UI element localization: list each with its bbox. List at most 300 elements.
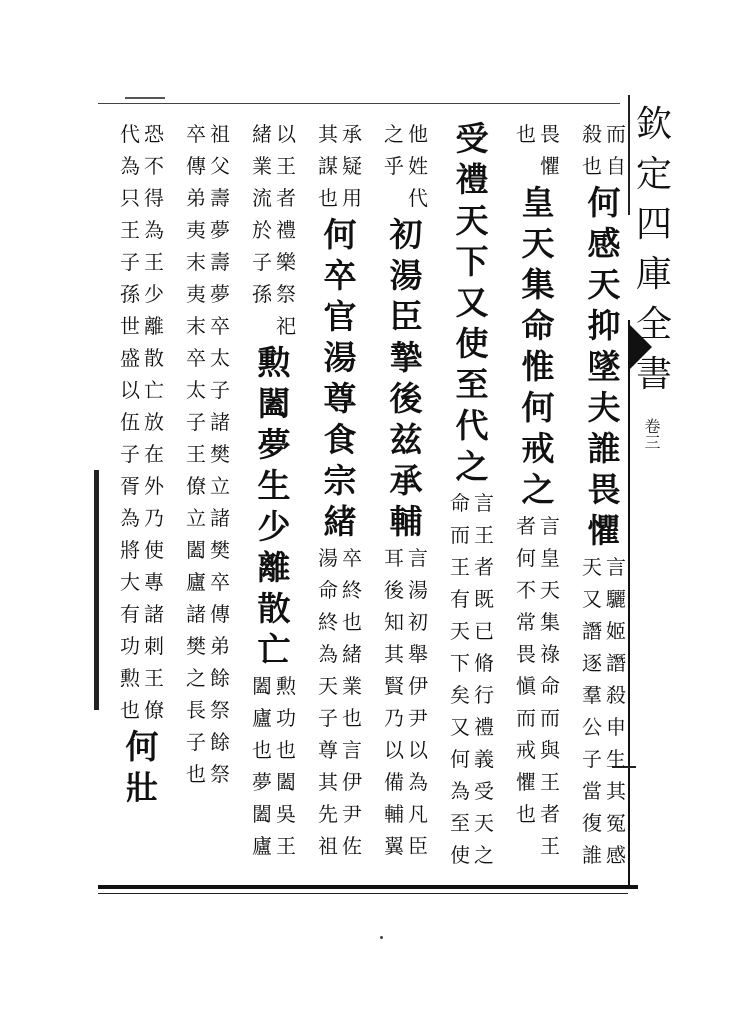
bottom-frame-line — [98, 885, 638, 889]
glyph: 天 — [521, 224, 555, 263]
glyph: 輔 — [389, 502, 423, 541]
glyph: 其 — [384, 642, 404, 666]
text-column — [252, 118, 296, 862]
glyph: 壽 — [210, 186, 230, 210]
glyph: 王 — [144, 666, 164, 690]
glyph: 廬 — [252, 706, 272, 730]
glyph: 之 — [521, 470, 555, 509]
glyph: 自 — [606, 154, 626, 178]
glyph: 其 — [318, 122, 338, 146]
glyph: 廬 — [186, 570, 206, 594]
commentary — [318, 118, 362, 214]
glyph: 天 — [455, 201, 489, 240]
title-char: 四 — [635, 204, 672, 245]
glyph: 勲 — [276, 674, 296, 698]
commentary-left — [516, 510, 536, 830]
glyph: 感 — [587, 224, 621, 263]
glyph: 逐 — [582, 651, 602, 675]
glyph: 懼 — [587, 511, 621, 550]
glyph: 為 — [120, 506, 140, 530]
glyph: 吳 — [276, 802, 296, 826]
glyph: 代 — [408, 186, 428, 210]
commentary-left — [318, 542, 338, 862]
glyph: 耳 — [384, 546, 404, 570]
commentary-right — [408, 542, 428, 862]
glyph: 樊 — [210, 442, 230, 466]
glyph: 禮 — [276, 218, 296, 242]
glyph: 公 — [582, 715, 602, 739]
glyph: 既 — [474, 587, 494, 611]
glyph: 戒 — [521, 429, 555, 468]
glyph: 不 — [516, 578, 536, 602]
glyph: 尊 — [318, 738, 338, 762]
commentary — [450, 487, 494, 871]
glyph: 又 — [450, 715, 470, 739]
glyph: 也 — [582, 154, 602, 178]
glyph: 矣 — [450, 683, 470, 707]
glyph: 湯 — [408, 578, 428, 602]
title-char: 庫 — [635, 254, 672, 295]
glyph: 卒 — [186, 122, 206, 146]
glyph: 譖 — [582, 619, 602, 643]
text-column — [516, 118, 560, 862]
glyph: 使 — [455, 324, 489, 363]
commentary-right — [408, 118, 428, 214]
glyph: 放 — [144, 410, 164, 434]
glyph: 而 — [540, 706, 560, 730]
glyph: 樊 — [210, 538, 230, 562]
glyph: 何 — [323, 215, 357, 254]
glyph: 而 — [450, 523, 470, 547]
glyph: 胥 — [120, 474, 140, 498]
glyph: 將 — [120, 538, 140, 562]
glyph: 王 — [276, 834, 296, 858]
glyph: 者 — [540, 802, 560, 826]
glyph: 之 — [455, 447, 489, 486]
glyph: 緒 — [342, 642, 362, 666]
glyph: 王 — [540, 834, 560, 858]
text-column — [318, 118, 362, 862]
glyph: 卒 — [323, 256, 357, 295]
glyph: 子 — [318, 706, 338, 730]
glyph: 夢 — [210, 218, 230, 242]
glyph: 也 — [252, 738, 272, 762]
glyph: 禮 — [474, 715, 494, 739]
commentary-left — [516, 118, 536, 150]
glyph: 何 — [516, 546, 536, 570]
glyph: 下 — [455, 242, 489, 281]
volume-label: 卷三 — [642, 418, 661, 450]
glyph: 畏 — [587, 470, 621, 509]
glyph: 者 — [474, 555, 494, 579]
glyph: 姬 — [606, 619, 626, 643]
glyph: 命 — [521, 306, 555, 345]
glyph: 受 — [455, 119, 489, 158]
stray-mark — [380, 936, 383, 939]
glyph: 亡 — [257, 630, 291, 669]
glyph: 常 — [516, 610, 536, 634]
glyph: 尹 — [342, 802, 362, 826]
glyph: 世 — [120, 314, 140, 338]
glyph: 也 — [342, 706, 362, 730]
glyph: 子 — [186, 730, 206, 754]
glyph: 有 — [450, 587, 470, 611]
glyph: 廬 — [252, 834, 272, 858]
glyph: 也 — [516, 802, 536, 826]
glyph: 卒 — [210, 570, 230, 594]
glyph: 緒 — [323, 502, 357, 541]
glyph: 僚 — [186, 474, 206, 498]
title-char: 欽 — [635, 104, 672, 145]
glyph: 長 — [186, 698, 206, 722]
glyph: 至 — [455, 365, 489, 404]
glyph: 何 — [587, 183, 621, 222]
commentary-right — [144, 118, 164, 726]
glyph: 言 — [408, 546, 428, 570]
glyph: 言 — [606, 555, 626, 579]
commentary — [252, 670, 296, 862]
glyph: 脩 — [474, 651, 494, 675]
glyph: 墜 — [587, 347, 621, 386]
glyph: 言 — [474, 491, 494, 515]
glyph: 卒 — [342, 546, 362, 570]
glyph: 子 — [582, 747, 602, 771]
glyph: 散 — [144, 346, 164, 370]
glyph: 亡 — [144, 378, 164, 402]
glyph: 命 — [318, 578, 338, 602]
glyph: 之 — [186, 666, 206, 690]
glyph: 天 — [450, 619, 470, 643]
glyph: 夢 — [210, 282, 230, 306]
glyph: 功 — [276, 706, 296, 730]
glyph: 乎 — [384, 154, 404, 178]
glyph: 已 — [474, 619, 494, 643]
glyph: 乃 — [384, 706, 404, 730]
glyph: 伊 — [342, 770, 362, 794]
commentary-right — [276, 670, 296, 862]
glyph: 代 — [120, 122, 140, 146]
glyph: 天 — [582, 555, 602, 579]
commentary-left — [252, 670, 272, 862]
glyph: 業 — [252, 154, 272, 178]
glyph: 也 — [318, 186, 338, 210]
glyph: 為 — [120, 154, 140, 178]
commentary — [384, 542, 428, 862]
glyph: 以 — [120, 378, 140, 402]
glyph: 姓 — [408, 154, 428, 178]
glyph: 又 — [455, 283, 489, 322]
glyph: 立 — [186, 506, 206, 530]
glyph: 殺 — [582, 122, 602, 146]
glyph: 專 — [144, 570, 164, 594]
glyph: 終 — [342, 578, 362, 602]
glyph: 湯 — [318, 546, 338, 570]
glyph: 夢 — [257, 425, 291, 464]
glyph: 皇 — [521, 183, 555, 222]
commentary — [384, 118, 428, 214]
glyph: 盛 — [120, 346, 140, 370]
glyph: 湯 — [389, 256, 423, 295]
glyph: 得 — [144, 186, 164, 210]
glyph: 言 — [342, 738, 362, 762]
glyph: 當 — [582, 779, 602, 803]
commentary-right — [342, 118, 362, 214]
glyph: 者 — [276, 186, 296, 210]
glyph: 疑 — [342, 154, 362, 178]
glyph: 為 — [408, 770, 428, 794]
glyph: 祭 — [210, 762, 230, 786]
glyph: 禮 — [455, 160, 489, 199]
glyph: 樊 — [186, 634, 206, 658]
commentary-right — [342, 542, 362, 862]
glyph: 壽 — [210, 250, 230, 274]
glyph: 於 — [252, 218, 272, 242]
text-column — [450, 118, 494, 871]
glyph: 命 — [540, 674, 560, 698]
glyph: 誰 — [582, 843, 602, 867]
glyph: 其 — [606, 779, 626, 803]
glyph: 備 — [384, 770, 404, 794]
glyph: 生 — [257, 466, 291, 505]
glyph: 只 — [120, 186, 140, 210]
commentary-left — [120, 118, 140, 726]
glyph: 闔 — [252, 802, 272, 826]
glyph: 祀 — [276, 314, 296, 338]
glyph: 祿 — [540, 642, 560, 666]
glyph: 為 — [144, 218, 164, 242]
glyph: 父 — [210, 154, 230, 178]
glyph: 使 — [450, 843, 470, 867]
glyph: 驪 — [606, 587, 626, 611]
glyph: 尹 — [408, 706, 428, 730]
glyph: 承 — [342, 122, 362, 146]
fish-tail-mark — [630, 325, 652, 369]
glyph: 行 — [474, 683, 494, 707]
glyph: 後 — [389, 379, 423, 418]
glyph: 天 — [318, 674, 338, 698]
commentary — [252, 118, 296, 342]
glyph: 先 — [318, 802, 338, 826]
glyph: 弟 — [186, 186, 206, 210]
commentary — [582, 551, 626, 871]
glyph: 夢 — [252, 770, 272, 794]
glyph: 而 — [606, 122, 626, 146]
glyph: 官 — [323, 297, 357, 336]
glyph: 餘 — [210, 666, 230, 690]
main-text — [585, 182, 623, 551]
glyph: 諸 — [210, 506, 230, 530]
main-text — [453, 118, 491, 487]
commentary-right — [606, 118, 626, 182]
glyph: 為 — [450, 779, 470, 803]
main-text — [123, 726, 161, 808]
glyph: 何 — [450, 747, 470, 771]
glyph: 羣 — [582, 683, 602, 707]
glyph: 子 — [210, 378, 230, 402]
glyph: 食 — [323, 420, 357, 459]
title-char: 定 — [635, 154, 672, 195]
glyph: 冤 — [606, 811, 626, 835]
glyph: 不 — [144, 154, 164, 178]
title-char: 書 — [635, 354, 672, 395]
glyph: 流 — [252, 186, 272, 210]
commentary-left — [384, 542, 404, 862]
glyph: 臣 — [408, 834, 428, 858]
glyph: 也 — [516, 122, 536, 146]
text-column — [582, 118, 626, 871]
glyph: 以 — [408, 738, 428, 762]
glyph: 凡 — [408, 802, 428, 826]
glyph: 刺 — [144, 634, 164, 658]
glyph: 勲 — [257, 343, 291, 382]
commentary-right — [276, 118, 296, 342]
glyph: 王 — [120, 218, 140, 242]
glyph: 離 — [257, 548, 291, 587]
glyph: 誰 — [587, 429, 621, 468]
glyph: 臣 — [389, 297, 423, 336]
glyph: 他 — [408, 122, 428, 146]
glyph: 王 — [450, 555, 470, 579]
glyph: 闔 — [276, 770, 296, 794]
glyph: 壯 — [125, 768, 159, 807]
glyph: 舉 — [408, 642, 428, 666]
glyph: 後 — [384, 578, 404, 602]
right-frame-line — [628, 320, 630, 885]
glyph: 也 — [186, 762, 206, 786]
commentary-left — [318, 118, 338, 214]
glyph: 畏 — [516, 642, 536, 666]
glyph: 皇 — [540, 546, 560, 570]
glyph: 勲 — [120, 666, 140, 690]
glyph: 緒 — [252, 122, 272, 146]
glyph: 諸 — [144, 602, 164, 626]
glyph: 以 — [384, 738, 404, 762]
glyph: 子 — [120, 442, 140, 466]
glyph: 為 — [318, 642, 338, 666]
glyph: 湯 — [323, 338, 357, 377]
glyph: 伍 — [120, 410, 140, 434]
glyph: 天 — [540, 578, 560, 602]
glyph: 之 — [384, 122, 404, 146]
glyph: 孫 — [252, 282, 272, 306]
glyph: 感 — [606, 843, 626, 867]
glyph: 何 — [521, 388, 555, 427]
commentary — [582, 118, 626, 182]
glyph: 伊 — [408, 674, 428, 698]
glyph: 至 — [450, 811, 470, 835]
glyph: 又 — [582, 587, 602, 611]
glyph: 而 — [516, 706, 536, 730]
commentary-right — [474, 487, 494, 871]
glyph: 抑 — [587, 306, 621, 345]
glyph: 使 — [144, 538, 164, 562]
glyph: 子 — [252, 250, 272, 274]
glyph: 立 — [210, 474, 230, 498]
glyph: 用 — [342, 186, 362, 210]
glyph: 殺 — [606, 683, 626, 707]
glyph: 末 — [186, 314, 206, 338]
glyph: 賢 — [384, 674, 404, 698]
glyph: 僚 — [144, 698, 164, 722]
glyph: 太 — [186, 378, 206, 402]
glyph: 王 — [144, 250, 164, 274]
glyph: 王 — [276, 154, 296, 178]
glyph: 初 — [389, 215, 423, 254]
commentary-left — [252, 118, 272, 310]
glyph: 義 — [474, 747, 494, 771]
glyph: 孫 — [120, 282, 140, 306]
glyph: 乃 — [144, 506, 164, 530]
main-text — [519, 182, 557, 510]
main-text — [321, 214, 359, 542]
glyph: 佐 — [342, 834, 362, 858]
glyph: 知 — [384, 610, 404, 634]
glyph: 有 — [120, 602, 140, 626]
commentary — [516, 510, 560, 862]
glyph: 命 — [450, 491, 470, 515]
glyph: 終 — [318, 610, 338, 634]
glyph: 在 — [144, 442, 164, 466]
glyph: 業 — [342, 674, 362, 698]
glyph: 卒 — [186, 346, 206, 370]
glyph: 以 — [276, 122, 296, 146]
glyph: 宗 — [323, 461, 357, 500]
commentary-left — [186, 118, 206, 790]
glyph: 戒 — [516, 738, 536, 762]
commentary-right — [606, 551, 626, 871]
glyph: 子 — [120, 250, 140, 274]
commentary — [120, 118, 164, 726]
glyph: 也 — [276, 738, 296, 762]
glyph: 子 — [186, 410, 206, 434]
glyph: 翼 — [384, 834, 404, 858]
commentary — [516, 118, 560, 182]
glyph: 夫 — [587, 388, 621, 427]
glyph: 大 — [120, 570, 140, 594]
main-text — [387, 214, 425, 542]
glyph: 闔 — [252, 674, 272, 698]
glyph: 初 — [408, 610, 428, 634]
glyph: 集 — [540, 610, 560, 634]
glyph: 也 — [342, 610, 362, 634]
bottom-frame-line-thin — [98, 893, 628, 894]
glyph: 受 — [474, 779, 494, 803]
glyph: 承 — [389, 461, 423, 500]
glyph: 少 — [144, 282, 164, 306]
glyph: 功 — [120, 634, 140, 658]
glyph: 闔 — [186, 538, 206, 562]
glyph: 弟 — [210, 634, 230, 658]
top-frame-mark — [125, 97, 165, 99]
glyph: 祖 — [210, 122, 230, 146]
commentary-left — [384, 118, 404, 182]
glyph: 之 — [474, 843, 494, 867]
glyph: 夷 — [186, 218, 206, 242]
text-column — [120, 118, 164, 808]
glyph: 天 — [474, 811, 494, 835]
glyph: 摯 — [389, 338, 423, 377]
glyph: 夷 — [186, 282, 206, 306]
glyph: 者 — [516, 514, 536, 538]
glyph: 恐 — [144, 122, 164, 146]
main-text — [255, 342, 293, 670]
glyph: 餘 — [210, 730, 230, 754]
glyph: 下 — [450, 651, 470, 675]
glyph: 懼 — [516, 770, 536, 794]
glyph: 樂 — [276, 250, 296, 274]
glyph: 太 — [210, 346, 230, 370]
glyph: 何 — [125, 727, 159, 766]
